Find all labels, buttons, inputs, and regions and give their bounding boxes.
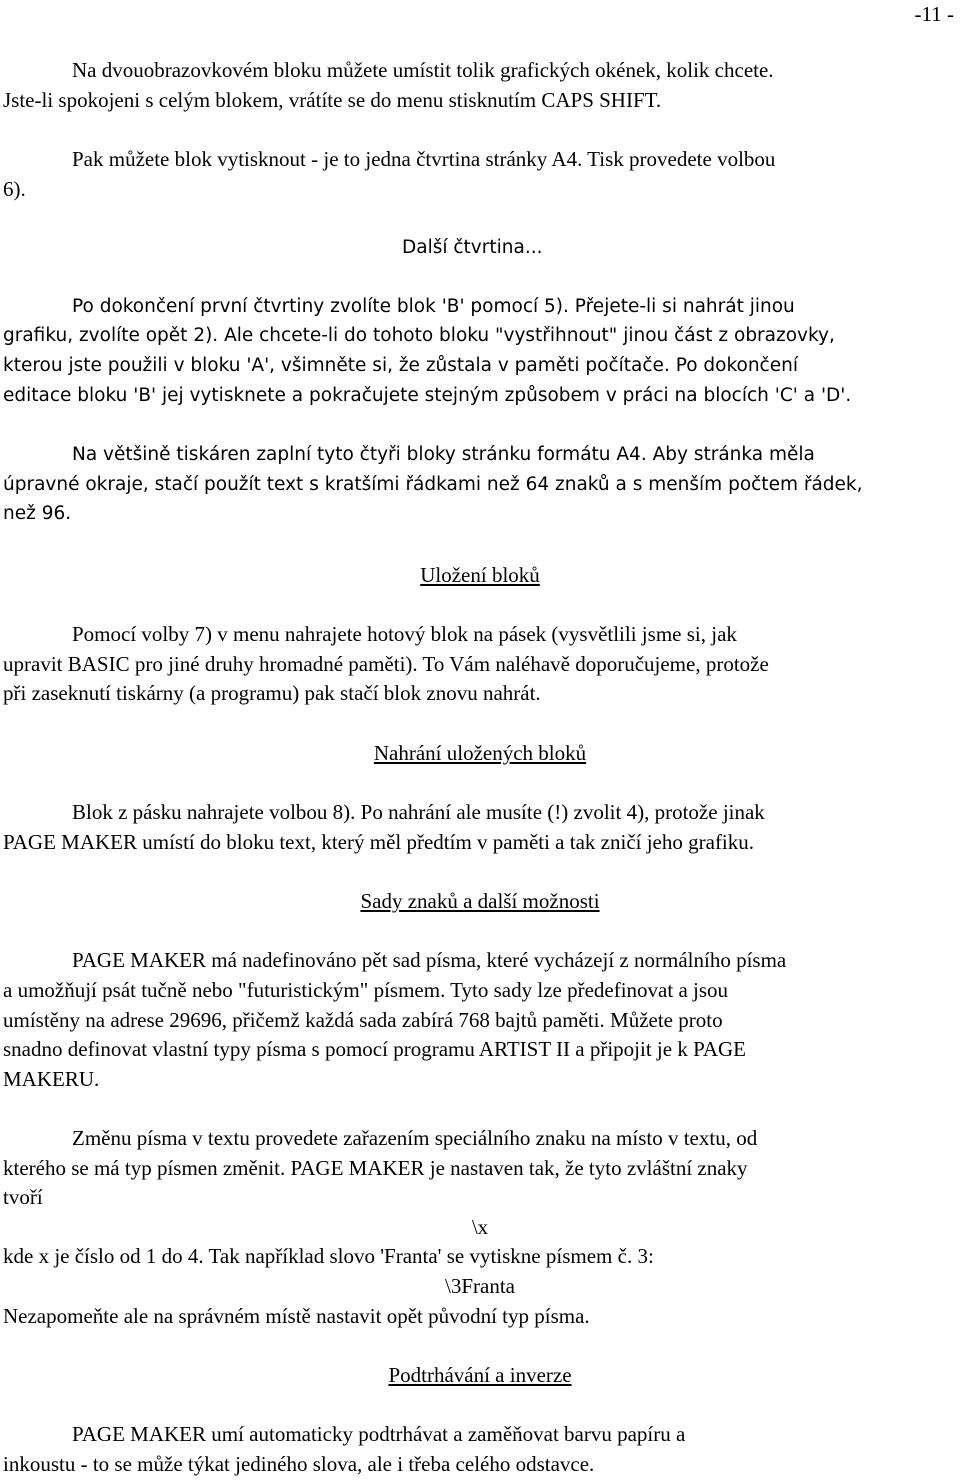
page-number: -11 - xyxy=(914,2,954,26)
section-heading: Uložení bloků xyxy=(420,563,540,587)
section-heading: Nahrání uložených bloků xyxy=(373,741,587,765)
paragraph-line: Na dvouobrazovkovém bloku můžete umístit tolik grafických okének, kolik chcete. xyxy=(72,58,774,82)
paragraph-line: snadno definovat vlastní typy písma s pomocí programu ARTIST II a připojit je k PAGE xyxy=(3,1037,746,1061)
paragraph-line: 6). xyxy=(3,177,26,201)
paragraph-line: kterého se má typ písmen změnit. PAGE MAKER je nastaven tak, že tyto zvláštní znaky xyxy=(3,1156,748,1180)
paragraph-line: PAGE MAKER umí automaticky podtrhávat a zaměňovat barvu papíru a xyxy=(72,1422,686,1446)
paragraph-line: PAGE MAKER má nadefinováno pět sad písma, které vycházejí z normálního písma xyxy=(72,948,787,972)
paragraph-line: úpravné okraje, stačí použít text s kratšími řádkami než 64 znaků a s menším počtem řádek, xyxy=(3,474,863,495)
paragraph-line: Jste-li spokojeni s celým blokem, vrátíte se do menu stisknutím CAPS SHIFT. xyxy=(3,88,662,112)
paragraph-line: Pak můžete blok vytisknout - je to jedna čtvrtina stránky A4. Tisk provedete volbou xyxy=(72,147,776,171)
paragraph-line: při zaseknutí tiskárny (a programu) pak stačí blok znovu nahrát. xyxy=(3,681,541,705)
paragraph-line: Pomocí volby 7) v menu nahrajete hotový blok na pásek (vysvětlili jsme si, jak xyxy=(72,622,737,646)
paragraph-line: kterou jste použili v bloku 'A', všimněte si, že zůstala v paměti počítače. Po dokončení xyxy=(3,355,798,376)
paragraph-line: grafiku, zvolíte opět 2). Ale chcete-li do tohoto bloku "vystřihnout" jinou část z obrazovky, xyxy=(3,325,835,346)
section-heading: Další čtvrtina... xyxy=(402,237,543,258)
paragraph-line: a umožňují psát tučně nebo "futuristickým" písmem. Tyto sady lze předefinovat a jsou xyxy=(3,978,729,1002)
paragraph-line: Změnu písma v textu provedete zařazením speciálního znaku na místo v textu, od xyxy=(72,1126,758,1150)
section-heading: Sady znaků a další možnosti xyxy=(360,889,600,913)
paragraph-line: PAGE MAKER umístí do bloku text, který měl předtím v paměti a tak zničí jeho grafiku. xyxy=(3,830,755,854)
code-example: \3Franta xyxy=(445,1274,515,1298)
paragraph-line: tvoří xyxy=(3,1185,43,1209)
paragraph-line: Nezapomeňte ale na správném místě nastavit opět původní typ písma. xyxy=(3,1304,590,1328)
paragraph-line: MAKERU. xyxy=(3,1067,100,1091)
code-example: \x xyxy=(471,1215,489,1239)
paragraph-line: upravit BASIC pro jiné druhy hromadné paměti). To Vám naléhavě doporučujeme, protože xyxy=(3,652,769,676)
paragraph-line: kde x je číslo od 1 do 4. Tak například slovo 'Franta' se vytiskne písmem č. 3: xyxy=(3,1244,654,1268)
section-heading: Podtrhávání a inverze xyxy=(388,1363,572,1387)
paragraph-line: umístěny na adrese 29696, přičemž každá sada zabírá 768 bajtů paměti. Můžete proto xyxy=(3,1008,723,1032)
paragraph-line: Po dokončení první čtvrtiny zvolíte blok 'B' pomocí 5). Přejete-li si nahrát jinou xyxy=(72,296,795,317)
paragraph-line: inkoustu - to se může týkat jediného slova, ale i třeba celého odstavce. xyxy=(3,1452,595,1476)
paragraph-line: editace bloku 'B' jej vytisknete a pokračujete stejným způsobem v práci na blocích 'C' a 'D'. xyxy=(3,385,852,406)
paragraph-line: Blok z pásku nahrajete volbou 8). Po nahrání ale musíte (!) zvolit 4), protože jinak xyxy=(72,800,765,824)
paragraph-line: než 96. xyxy=(3,503,72,524)
paragraph-line: Na většině tiskáren zaplní tyto čtyři bloky stránku formátu A4. Aby stránka měla xyxy=(72,444,815,465)
